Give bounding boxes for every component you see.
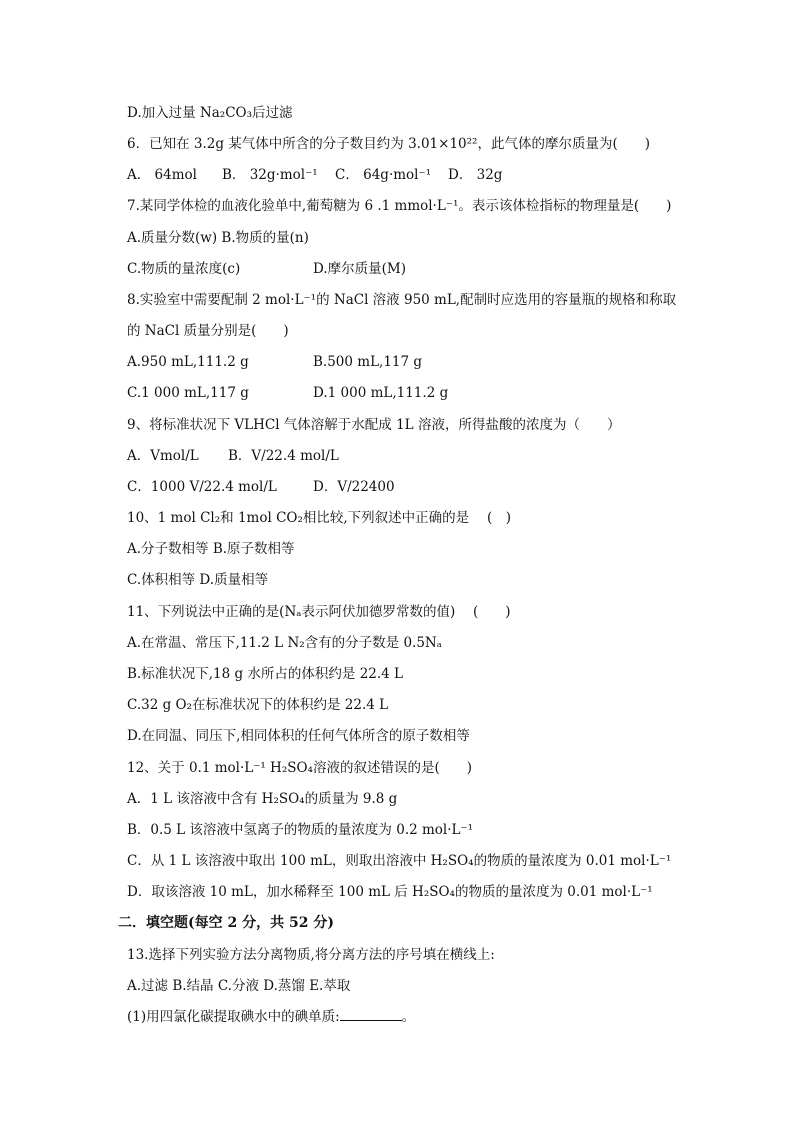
q9-option-b: B．V/22.4 mol/L <box>228 448 339 464</box>
q10-options-cd: C.体积相等 D.质量相等 <box>127 572 269 588</box>
question-11: 11、下列说法中正确的是(Nₐ表示阿伏加德罗常数的值) ( ) <box>127 604 511 620</box>
q13-part-1-end: 。 <box>401 1009 416 1025</box>
q6-option-a: A． 64mol <box>127 167 197 183</box>
q10-options-ab: A.分子数相等 B.原子数相等 <box>127 541 295 557</box>
question-8-line1: 8.实验室中需要配制 2 mol·L⁻¹的 NaCl 溶液 950 mL,配制时应选用的容量瓶的规格和称取 <box>127 292 677 308</box>
q8-option-b: B.500 mL,117 g <box>313 354 423 370</box>
q11-option-d: D.在同温、同压下,相同体积的任何气体所含的原子数相等 <box>127 728 470 744</box>
question-13: 13.选择下列实验方法分离物质,将分离方法的序号填在横线上: <box>127 947 495 963</box>
q12-option-a: A．1 L 该溶液中含有 H₂SO₄的质量为 9.8 g <box>127 791 398 807</box>
q9-option-d: D．V/22400 <box>313 479 395 495</box>
question-12: 12、关于 0.1 mol·L⁻¹ H₂SO₄溶液的叙述错误的是( ) <box>127 760 473 776</box>
q11-option-b: B.标准状况下,18 g 水所占的体积约是 22.4 L <box>127 666 404 682</box>
question-6: 6．已知在 3.2g 某气体中所含的分子数目约为 3.01×10²²，此气体的摩尔质量为( ) <box>127 136 650 152</box>
question-7: 7.某同学体检的血液化验单中,葡萄糖为 6 .1 mmol·L⁻¹。表示该体检指标的物理量是( ) <box>127 198 672 214</box>
q6-option-c: C． 64g·mol⁻¹ <box>335 167 432 183</box>
q11-option-a: A.在常温、常压下,11.2 L N₂含有的分子数是 0.5Nₐ <box>127 635 442 651</box>
q6-option-d: D． 32g <box>448 167 503 183</box>
q13-part-1-text: (1)用四氯化碳提取碘水中的碘单质: <box>127 1009 340 1025</box>
q7-option-c: C.物质的量浓度(c) <box>127 261 241 277</box>
q12-option-c: C．从 1 L 该溶液中取出 100 mL，则取出溶液中 H₂SO₄的物质的量浓度为 0.01 mol·L⁻¹ <box>127 853 672 869</box>
q12-option-b: B．0.5 L 该溶液中氢离子的物质的量浓度为 0.2 mol·L⁻¹ <box>127 822 474 838</box>
q8-option-c: C.1 000 mL,117 g <box>127 385 249 401</box>
section-2-heading: 二．填空题(每空 2 分，共 52 分) <box>118 915 334 931</box>
q7-options-ab: A.质量分数(w) B.物质的量(n) <box>127 230 309 246</box>
q8-option-d: D.1 000 mL,111.2 g <box>313 385 449 401</box>
question-9: 9、将标准状况下 VLHCl 气体溶解于水配成 1L 溶液，所得盐酸的浓度为（ ） <box>127 417 621 433</box>
q8-option-a: A.950 mL,111.2 g <box>127 354 249 370</box>
answer-blank[interactable] <box>340 1008 402 1021</box>
question-8-line2: 的 NaCl 质量分别是( ) <box>127 323 289 339</box>
q6-option-b: B． 32g·mol⁻¹ <box>222 167 318 183</box>
option-d-prev: D.加入过量 Na₂CO₃后过滤 <box>127 105 293 121</box>
q13-options: A.过滤 B.结晶 C.分液 D.蒸馏 E.萃取 <box>127 978 351 994</box>
q9-option-c: C．1000 V/22.4 mol/L <box>127 479 277 495</box>
q12-option-d: D．取该溶液 10 mL，加水稀释至 100 mL 后 H₂SO₄的物质的量浓度为 0.01 mol·L⁻¹ <box>127 884 653 900</box>
q13-part-1 <box>127 1008 415 1026</box>
q11-option-c: C.32 g O₂在标准状况下的体积约是 22.4 L <box>127 697 389 713</box>
question-10: 10、1 mol Cl₂和 1mol CO₂相比较,下列叙述中正确的是 ( ) <box>127 510 511 526</box>
q9-option-a: A．Vmol/L <box>127 448 199 464</box>
q7-option-d: D.摩尔质量(M) <box>313 261 406 277</box>
